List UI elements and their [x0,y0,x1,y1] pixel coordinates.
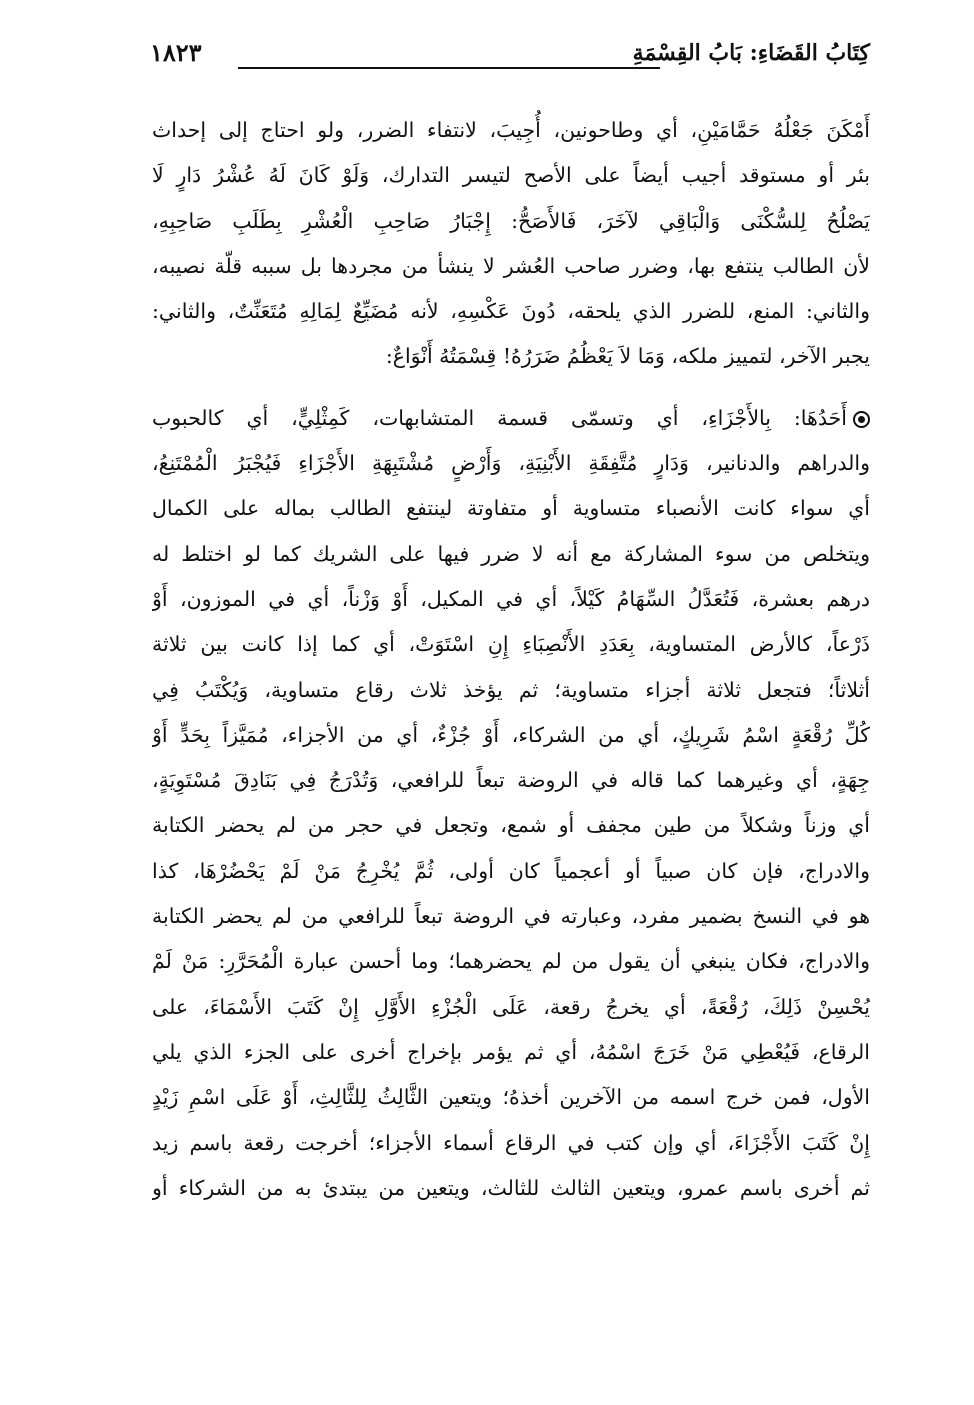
bullet-circle-icon [853,411,870,428]
running-title: كِتَابُ القَضَاءِ: بَابُ القِسْمَةِ [632,40,870,66]
text-line: الرقاع، فَيُعْطِي مَنْ خَرَجَ اسْمُهُ، أي ثم يؤمر بإخراج أخرى على الجزء الذي يلي [152,1039,870,1064]
text-line: درهم بعشرة، فَتُعَدَّلُ السِّهَامُ كَيْلاً، أي في المكيل، أَوْ وَزْناً، أي في الموزون، أَوْ [152,586,870,611]
text-line: إِنْ كَتَبَ الأَجْزَاءَ، أي وإن كتب في الرقاع أسماء الأجزاء؛ أخرجت رقعة باسم زيد [152,1130,870,1155]
text-line: ويتخلص من سوء المشاركة مع أنه لا ضرر فيها على الشريك كما لو اختلط له [152,541,870,566]
text-line: يَصْلُحُ لِلسُّكْنَى وَالْبَاقِي لآخَرَ، فَالأَصَحُّ: إِجْبَارُ صَاحِبِ الْعُشْرِ بِطَلَبِ صَاحِبِهِ، [152,208,870,233]
text-line: لأن الطالب ينتفع بها، وضرر صاحب العُشر لا ينشأ من مجردها بل سببه قلّة نصيبه، [152,253,870,278]
text-line: بئر أو مستوقد أجيب أيضاً على الأصح لتيسر التدارك، وَلَوْ كَانَ لَهُ عُشْرُ دَارٍ لَا [152,163,870,188]
text-line: أي سواء كانت الأنصباء متساوية أو متفاوتة لينتفع الطالب بماله على الكمال [152,496,870,521]
text-body [152,108,870,1211]
text-line: ثم أخرى باسم عمرو، ويتعين الثالث للثالث، ويتعين من يبتدئ به من الشركاء أو [152,1175,870,1200]
text-line: أَمْكَنَ جَعْلُهُ حَمَّامَيْنِ، أي وطاحونين، أُجِيبَ، لانتفاء الضرر، ولو احتاج إلى إحداث [152,118,870,142]
text-line: كُلِّ رُقْعَةٍ اسْمُ شَرِيكٍ، أي من الشركاء، أَوْ جُزْءٌ، أي من الأجزاء، مُمَيَّزاً بِحَدٍّ أَوْ [152,722,870,747]
text-line: هو في النسخ بضمير مفرد، وعبارته في الروضة تبعاً للرافعي من لم يحضر الكتابة [152,904,870,929]
text-line: الأول، فمن خرج اسمه من الآخرين أخذهُ؛ ويتعين الثَّالِثُ لِلثَّالِثِ، أَوْ عَلَى اسْمِ زَيْدٍ [152,1085,870,1110]
page-header [150,36,870,78]
text-line: والادراج، فكان ينبغي أن يقول من لم يحضرهما؛ وما أحسن عبارة الْمُحَرَّرِ: مَنْ لَمْ [152,949,870,974]
text-line: يجبر الآخر، لتمييز ملكه، وَمَا لاَ يَعْظُمُ ضَرَرُهُ! قِسْمَتُهُ أَنْوَاعٌ: [385,344,870,369]
text-line: يُحْسِنْ ذَلِكَ، رُقْعَةً، أي يخرجُ رقعة، عَلَى الْجُزْءِ الأَوَّلِ إِنْ كَتَبَ الأَسْمَاءَ، على [152,994,870,1019]
header-rule [238,67,660,69]
text-line-content: أَحَدُهَا: بِالأَجْزَاءِ، أي وتسمّى قسمة المتشابهات، كَمِثْلِيٍّ، أي كالحبوب [152,405,847,430]
page-number: ١٨٢٣ [150,38,202,67]
text-line: والثاني: المنع، للضرر الذي يلحقه، دُونَ عَكْسِهِ، لأنه مُضَيِّعٌ لِمَالِهِ مُتَعَنِّتٌ، والثاني: [152,299,870,324]
text-line: والدراهم والدنانير، وَدَارٍ مُتَّفِقَةِ الأَبْنِيَةِ، وَأَرْضٍ مُشْتَبِهَةِ الأَجْزَاءِ فَيُجْبَرُ الْمُمْتَنِعُ، [152,451,870,476]
text-line: ذَرْعاً، كالأرض المتساوية، بِعَدَدِ الأَنْصِبَاءِ إِنِ اسْتَوَتْ، أي كما إذا كانت بين ثلاثة [152,632,870,657]
text-line: أثلاثاً؛ فتجعل ثلاثة أجزاء متساوية؛ ثم يؤخذ ثلاث رقاع متساوية، وَيُكْتَبُ فِي [152,677,870,702]
text-line: أي وزناً وشكلاً من طين مجفف أو شمع، وتجعل في حجر من لم يحضر الكتابة [152,813,870,838]
text-line-bulleted [152,396,870,441]
text-line: جِهَةٍ، أي وغيرهما كما قاله في الروضة تبعاً للرافعي، وَتُدْرَجُ فِي بَنَادِقَ مُسْتَوِيَةٍ، [152,768,870,793]
text-line: والادراج، فإن كان صبياً أو أعجمياً كان أولى، ثُمَّ يُخْرِجُ مَنْ لَمْ يَحْضُرْهَا، كذا [152,858,870,883]
